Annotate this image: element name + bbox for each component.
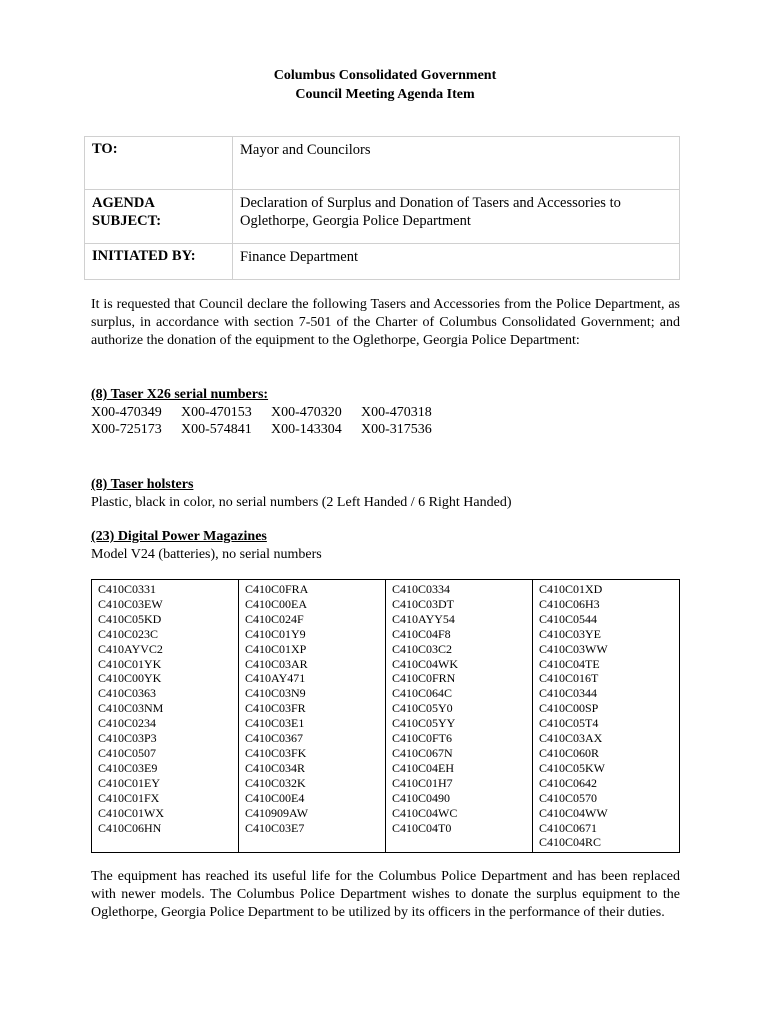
to-value: Mayor and Councilors xyxy=(233,137,680,190)
closing-paragraph: The equipment has reached its useful life for the Columbus Police Department and has been replaced with newer models. The Columbus Police Department wishes to donate the surplus equipment to the Oglethorpe, Georgia Police Department to be utilized by its officers in the performance of their duties. xyxy=(91,869,680,920)
magazine-serial: C410C060R xyxy=(539,745,600,760)
magazine-serial: C410C03AX xyxy=(539,731,603,746)
taser-serial: X00-470318 xyxy=(361,404,432,420)
magazine-column-4 xyxy=(533,580,680,853)
magazine-serial: C410C03WW xyxy=(539,641,608,656)
taser-serial: X00-725173 xyxy=(91,422,162,437)
magazine-serial: C410C03FK xyxy=(245,745,307,760)
magazine-serial: C410C05KD xyxy=(98,611,162,626)
taser-serial-row-2 xyxy=(91,421,680,439)
magazine-serial: C410C04WK xyxy=(392,656,458,671)
magazine-table-row xyxy=(92,580,680,853)
magazine-serial: C410C01XD xyxy=(539,582,603,596)
magazine-serial: C410C0363 xyxy=(98,686,157,701)
magazine-serial: C410C05T4 xyxy=(539,716,599,731)
to-label: TO: xyxy=(85,137,233,190)
magazine-serial: C410C03C2 xyxy=(392,641,453,656)
magazine-section-title: (23) Digital Power Magazines xyxy=(91,529,267,544)
magazine-serial: C410C0234 xyxy=(98,716,157,731)
magazine-serial: C410C023C xyxy=(98,626,159,641)
taser-section xyxy=(91,386,680,439)
holster-section-title: (8) Taser holsters xyxy=(91,477,194,492)
magazine-serial: C410C05KW xyxy=(539,760,605,775)
magazine-serial: C410C06H3 xyxy=(539,596,600,611)
magazine-serial: C410C032K xyxy=(245,775,306,790)
magazine-description: Model V24 (batteries), no serial numbers xyxy=(91,546,322,562)
meta-row-to xyxy=(85,137,680,190)
subject-value-line1: Declaration of Surplus and Donation of Tasers and Accessories to xyxy=(240,195,621,211)
taser-serial: X00-317536 xyxy=(361,422,432,437)
magazine-column-1 xyxy=(92,580,239,853)
magazine-serial: C410C03E9 xyxy=(98,760,158,775)
taser-serial: X00-470320 xyxy=(271,404,342,420)
magazine-serial: C410C0FRA xyxy=(245,582,309,596)
magazine-serial: C410C0544 xyxy=(539,611,598,626)
magazine-serial: C410C0FRN xyxy=(392,671,456,686)
header-org-name: Columbus Consolidated Government xyxy=(273,68,497,83)
magazine-serial: C410C0367 xyxy=(245,731,304,746)
magazine-serial: C410909AW xyxy=(245,805,309,820)
meta-row-subject xyxy=(85,190,680,244)
magazine-serial: C410C03N9 xyxy=(245,686,306,701)
magazine-serial: C410C01WX xyxy=(98,805,164,820)
magazine-column-3 xyxy=(386,580,533,853)
taser-serial: X00-143304 xyxy=(271,422,342,437)
holster-description: Plastic, black in color, no serial numbers (2 Left Handed / 6 Right Handed) xyxy=(91,494,512,510)
magazine-serial: C410C00EA xyxy=(245,596,308,611)
magazine-serial: C410C04RC xyxy=(539,835,602,850)
subject-value xyxy=(233,190,680,244)
subject-label-line1: AGENDA xyxy=(92,195,155,211)
magazine-serial: C410C05Y0 xyxy=(392,701,453,716)
taser-serial-row-1 xyxy=(91,404,680,422)
magazine-section xyxy=(91,528,680,563)
magazine-serial: C410C03NM xyxy=(98,701,164,716)
magazine-serial-table xyxy=(91,579,680,853)
magazine-serial: C410C01YK xyxy=(98,656,162,671)
magazine-serial: C410C03DT xyxy=(392,596,455,611)
magazine-serial: C410C0FT6 xyxy=(392,731,453,746)
magazine-serial: C410C04F8 xyxy=(392,626,451,641)
magazine-serial: C410C0642 xyxy=(539,775,598,790)
magazine-column-2 xyxy=(239,580,386,853)
magazine-serial: C410C03YE xyxy=(539,626,602,641)
magazine-serial: C410C03FR xyxy=(245,701,306,716)
magazine-serial: C410C03E7 xyxy=(245,820,305,835)
intro-paragraph: It is requested that Council declare the following Tasers and Accessories from the Police Department, as surplus, in accordance with section 7-501 of the Charter of Columbus Consolidated Government; and authorize the donation of the equipment to the Oglethorpe, Georgia Police Department: xyxy=(91,297,680,348)
subject-value-line2: Oglethorpe, Georgia Police Department xyxy=(240,213,471,229)
header-doc-type: Council Meeting Agenda Item xyxy=(295,87,475,102)
magazine-serial: C410C05YY xyxy=(392,716,456,731)
magazine-serial: C410C01Y9 xyxy=(245,626,306,641)
subject-label-line2: SUBJECT: xyxy=(92,213,162,229)
meta-row-initiated xyxy=(85,244,680,280)
magazine-serial: C410AYVC2 xyxy=(98,641,163,656)
magazine-serial: C410C03EW xyxy=(98,596,163,611)
magazine-serial: C410C01XP xyxy=(245,641,307,656)
magazine-serial: C410C00E4 xyxy=(245,790,305,805)
magazine-serial: C410AY471 xyxy=(245,671,306,686)
agenda-meta-table xyxy=(84,136,680,280)
magazine-serial: C410C01H7 xyxy=(392,775,453,790)
magazine-serial: C410C0671 xyxy=(539,820,598,835)
magazine-serial: C410C01EY xyxy=(98,775,161,790)
magazine-serial: C410C0490 xyxy=(392,790,451,805)
magazine-serial: C410C04WW xyxy=(539,805,608,820)
taser-serial: X00-470153 xyxy=(181,404,252,420)
magazine-serial: C410C0334 xyxy=(392,582,451,596)
magazine-serial: C410C03E1 xyxy=(245,716,305,731)
magazine-serial: C410C0570 xyxy=(539,790,598,805)
document-header xyxy=(0,66,770,104)
magazine-serial: C410AYY54 xyxy=(392,611,455,626)
initiated-label: INITIATED BY: xyxy=(85,244,233,280)
magazine-serial: C410C04TE xyxy=(539,656,600,671)
taser-serial: X00-574841 xyxy=(181,422,252,437)
magazine-serial: C410C0331 xyxy=(98,582,157,596)
magazine-serial: C410C034R xyxy=(245,760,306,775)
magazine-serial: C410C016T xyxy=(539,671,599,686)
taser-section-title: (8) Taser X26 serial numbers: xyxy=(91,387,269,402)
magazine-serial: C410C0507 xyxy=(98,745,157,760)
subject-label xyxy=(85,190,233,244)
magazine-serial: C410C0344 xyxy=(539,686,598,701)
magazine-serial: C410C04WC xyxy=(392,805,458,820)
magazine-serial: C410C00SP xyxy=(539,701,599,716)
magazine-serial: C410C024F xyxy=(245,611,304,626)
magazine-serial: C410C067N xyxy=(392,745,453,760)
magazine-serial: C410C03AR xyxy=(245,656,308,671)
taser-serial: X00-470349 xyxy=(91,404,162,420)
magazine-serial: C410C06HN xyxy=(98,820,162,835)
magazine-serial: C410C00YK xyxy=(98,671,162,686)
magazine-serial: C410C03P3 xyxy=(98,731,157,746)
magazine-serial: C410C064C xyxy=(392,686,453,701)
magazine-serial: C410C01FX xyxy=(98,790,160,805)
magazine-serial: C410C04T0 xyxy=(392,820,452,835)
initiated-value: Finance Department xyxy=(233,244,680,280)
holster-section xyxy=(91,476,680,511)
magazine-serial: C410C04EH xyxy=(392,760,455,775)
